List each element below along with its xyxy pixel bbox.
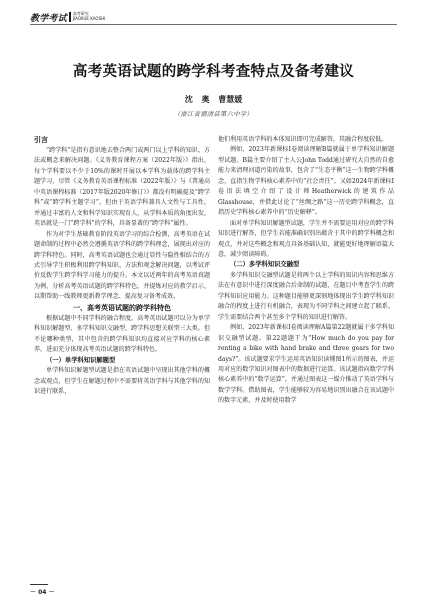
paragraph: 例如，2023年新课标Ⅰ卷阅读理解B篇就属于单学科知识解题型试题。B篇主要介绍了主人公John Todd通过研究大自然的自愈能力来清理河道污染的故事，包含了“生态平衡”这一生物跨学科概念，直指生物学科核心素养中的“社会责任”。又如2024年新课标Ⅰ卷语法填空介绍了设计师Heatherwick的建筑作品Glasshouse，并借此讨论了“丝绸之路”这一历史跨学科概念，直指历史学科核心素养中的“历史解释”。 bbox=[218, 146, 394, 217]
journal-subtitle-en: JIAOXUE KAOSHI bbox=[72, 16, 106, 21]
footer-rule bbox=[30, 584, 48, 585]
journal-subtitle bbox=[73, 11, 105, 21]
section-heading: 一、高考英语试题的跨学科特色 bbox=[73, 303, 171, 312]
left-column bbox=[34, 135, 210, 397]
paragraph: 例如，2023年新课标Ⅰ卷阅读理解A篇第22题就属于多学科知识交融型试题。第22题题干为“How much do you pay for renting a bike with hand brake and three gears for two days?”。该试题要求学生运用英语知识读懂图1所示的图表，并运用对应的数学知识对图表中的数据进行运算。该试题指向数学学科核心素养中的“数学运算”，并通过图表这一媒介推动了英语学科与数学学科。借助图表，学生能够较为容易地识别出融合在该试题中的数字元素，并及时使用数学 bbox=[218, 324, 394, 405]
article-authors: 沈 奥 曹慧媛 bbox=[184, 95, 243, 104]
paragraph: 作为对学生基础教育阶段英语学习的综合检测，高考英语在试题命制的过程中必然会遵循英语学科的跨学科理念，展现出对应的跨学科特色。同时，高考英语试题也会通过显性与隐性相结合的方式引导学生积极利用跨学科知识、方法和观念解决问题，以考试评价反拨学生跨学科学习能力的提升。本文以近两年的高考英语真题为例，分析高考英语试题的跨学科特色，并提炼对应的教学启示，以期帮助一线教师更新教学理念、提高复习备考成效。 bbox=[34, 230, 210, 301]
paragraph: 单学科知识解题型试题是指在英语试题中呈现出其他学科的概念或观点，但学生在解题过程中不需要将英语学科与其他学科的知识进行联系， bbox=[34, 367, 210, 395]
paragraph: 多学科知识交融型试题是将两个以上学科的知识内容和思维方法在有意识中进行深度融合后命制的试题，在题目中考查学生的跨学科知识应用能力。这种题目能够更深刻地体现出学生跨学科知识融合的程度上进行有机融合，表现为不同学科之间建立起了联系，学生需要结合两个甚至多个学科的知识进行解答。 bbox=[218, 271, 394, 321]
intro-heading: 引言 bbox=[34, 136, 48, 144]
paragraph: 他们利用英语学科的本体知识即可完成解答，其融合程度较低。 bbox=[218, 136, 388, 143]
right-column bbox=[218, 135, 394, 407]
header-divider bbox=[69, 12, 71, 22]
header-rule bbox=[30, 24, 397, 25]
article-title: 高考英语试题的跨学科考查特点及备考建议 bbox=[72, 64, 355, 80]
journal-header bbox=[30, 6, 150, 22]
article-affiliation: （浙江省德清县第六中学） bbox=[173, 111, 254, 118]
page-number: － 04 － bbox=[30, 589, 55, 596]
paragraph: “跨学科”是指有意识地去整合两门或两门以上学科的知识、方法或概念来解决问题。《义务教育课程方案（2022年版）》指出，每个学科要以不少于10%的课时开展以本学科为载体的跨学科主题学习。尽管《义务教育英语课程标准（2022年版）》与《普通高中英语课程标准（2017年版2020年修订）》都没有明确提及“跨学科”或“跨学科主题学习”，但由于英语学科兼具人文性与工具性，并通过丰富的人文和科学知识实现育人，从学科本质的角度出发，英语就是一门“跨学科”的学科，具备显著的“跨学科”属性。 bbox=[34, 147, 210, 228]
subsection-heading: （一）单学科知识解题型 bbox=[46, 356, 116, 364]
subsection-heading: （二）多学科知识交融型 bbox=[230, 261, 300, 269]
journal-subtitle-cn: 高考研究 bbox=[72, 11, 89, 16]
paragraph: 根据试题中不同学科的融合程度，高考英语试题可以分为单学科知识解题型、多学科知识交融型、跨学科思想关联型三大类。但不论哪种类型，其中包含的跨学科知识均直接对应学科的核心素养，进而充分体现高考英语试题的跨学科特色。 bbox=[34, 314, 210, 354]
paragraph: 面对单学科知识解题型试题，学生并不需要运用对应的跨学科知识进行解答，但学生若能准确识别出蕴含于其中的跨学科概念和观点，并对这些概念和观点具备基础认知，就能更好地理解语篇大意，减少阅读障碍。 bbox=[218, 219, 394, 258]
journal-brand: 教学考试 bbox=[30, 14, 67, 24]
